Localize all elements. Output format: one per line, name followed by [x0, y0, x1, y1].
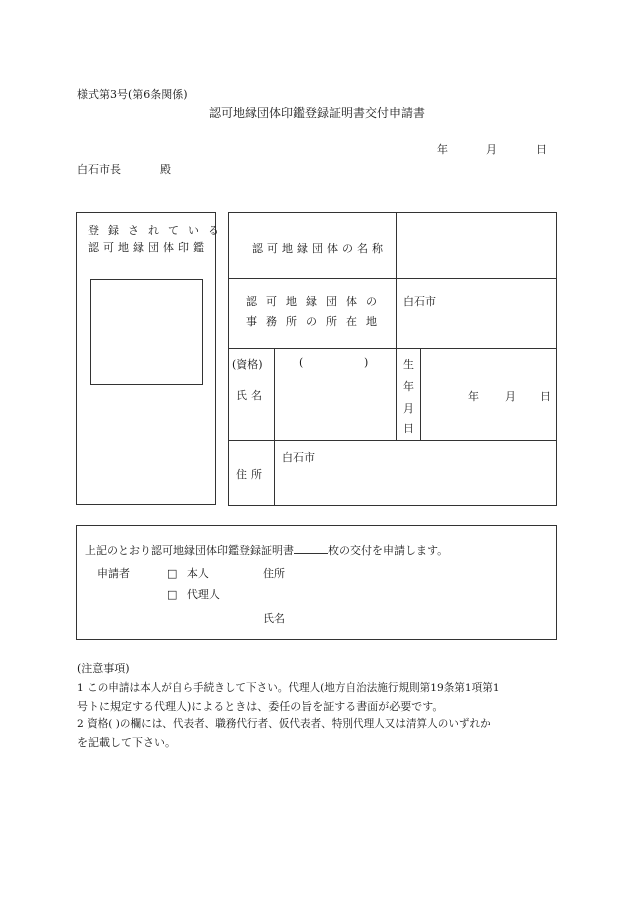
- seal-impression-area[interactable]: [90, 279, 203, 385]
- date-day-label: 日: [536, 143, 547, 156]
- birth-year-label: 年: [468, 390, 479, 403]
- seal-section: [76, 212, 228, 505]
- org-name-label: 認可地縁団体の名称: [252, 242, 387, 255]
- office-label-line1: 認可地縁団体の: [246, 295, 386, 308]
- seal-heading-line1: 登録されている: [88, 224, 228, 237]
- seal-heading-line2: 認可地縁団体印鑑: [88, 241, 208, 254]
- addressee-honorific: 殿: [160, 163, 171, 176]
- request-text-after: 枚の交付を申請します。: [328, 544, 449, 557]
- applicant-name-label: 氏名: [263, 612, 285, 625]
- note-2-line1: 2 資格( )の欄には、代表者、職務代行者、仮代表者、特別代理人又は清算人のいずれか: [77, 718, 491, 730]
- copies-input[interactable]: [294, 542, 328, 554]
- option-agent[interactable]: □ 代理人: [167, 588, 220, 601]
- request-statement: [85, 542, 448, 558]
- note-1-line2: 号トに規定する代理人)によるときは、委任の旨を証する書面が必要です。: [77, 700, 444, 713]
- name-label: 氏名: [236, 389, 266, 402]
- address-value[interactable]: 白石市: [282, 451, 315, 464]
- date-month-label: 月: [486, 143, 497, 156]
- applicant-table: [228, 212, 557, 506]
- birth-label-1: 生: [403, 358, 414, 371]
- office-label-line2: 事務所の所在地: [246, 315, 386, 328]
- form-number: 様式第3号(第6条関係): [77, 88, 188, 101]
- notes-heading: (注意事項): [77, 662, 130, 675]
- birth-label-3: 月: [403, 402, 414, 415]
- addressee-name: 白石市長: [77, 163, 121, 176]
- applicant-address-label: 住所: [263, 567, 285, 580]
- note-2-line2: を記載して下さい。: [77, 736, 176, 749]
- note-1-line1: 1 この申請は本人が自ら手続きして下さい。代理人(地方自治法施行規則第19条第1項第1: [77, 682, 500, 694]
- applicant-label: 申請者: [97, 567, 130, 580]
- document-title: 認可地縁団体印鑑登録証明書交付申請書: [209, 106, 426, 120]
- address-label: 住所: [236, 468, 266, 481]
- option-self[interactable]: □ 本人: [167, 567, 209, 580]
- qualification-label: (資格): [232, 358, 263, 371]
- qualification-paren-close: ): [364, 356, 369, 369]
- office-value[interactable]: 白石市: [403, 295, 436, 308]
- birth-label-4: 日: [403, 422, 414, 435]
- qualification-paren-open: (: [299, 356, 304, 369]
- birth-label-2: 年: [403, 380, 414, 393]
- birth-day-label: 日: [540, 390, 551, 403]
- birth-month-label: 月: [505, 390, 516, 403]
- date-year-label: 年: [437, 143, 448, 156]
- request-text-before: 上記のとおり認可地縁団体印鑑登録証明書: [85, 544, 294, 557]
